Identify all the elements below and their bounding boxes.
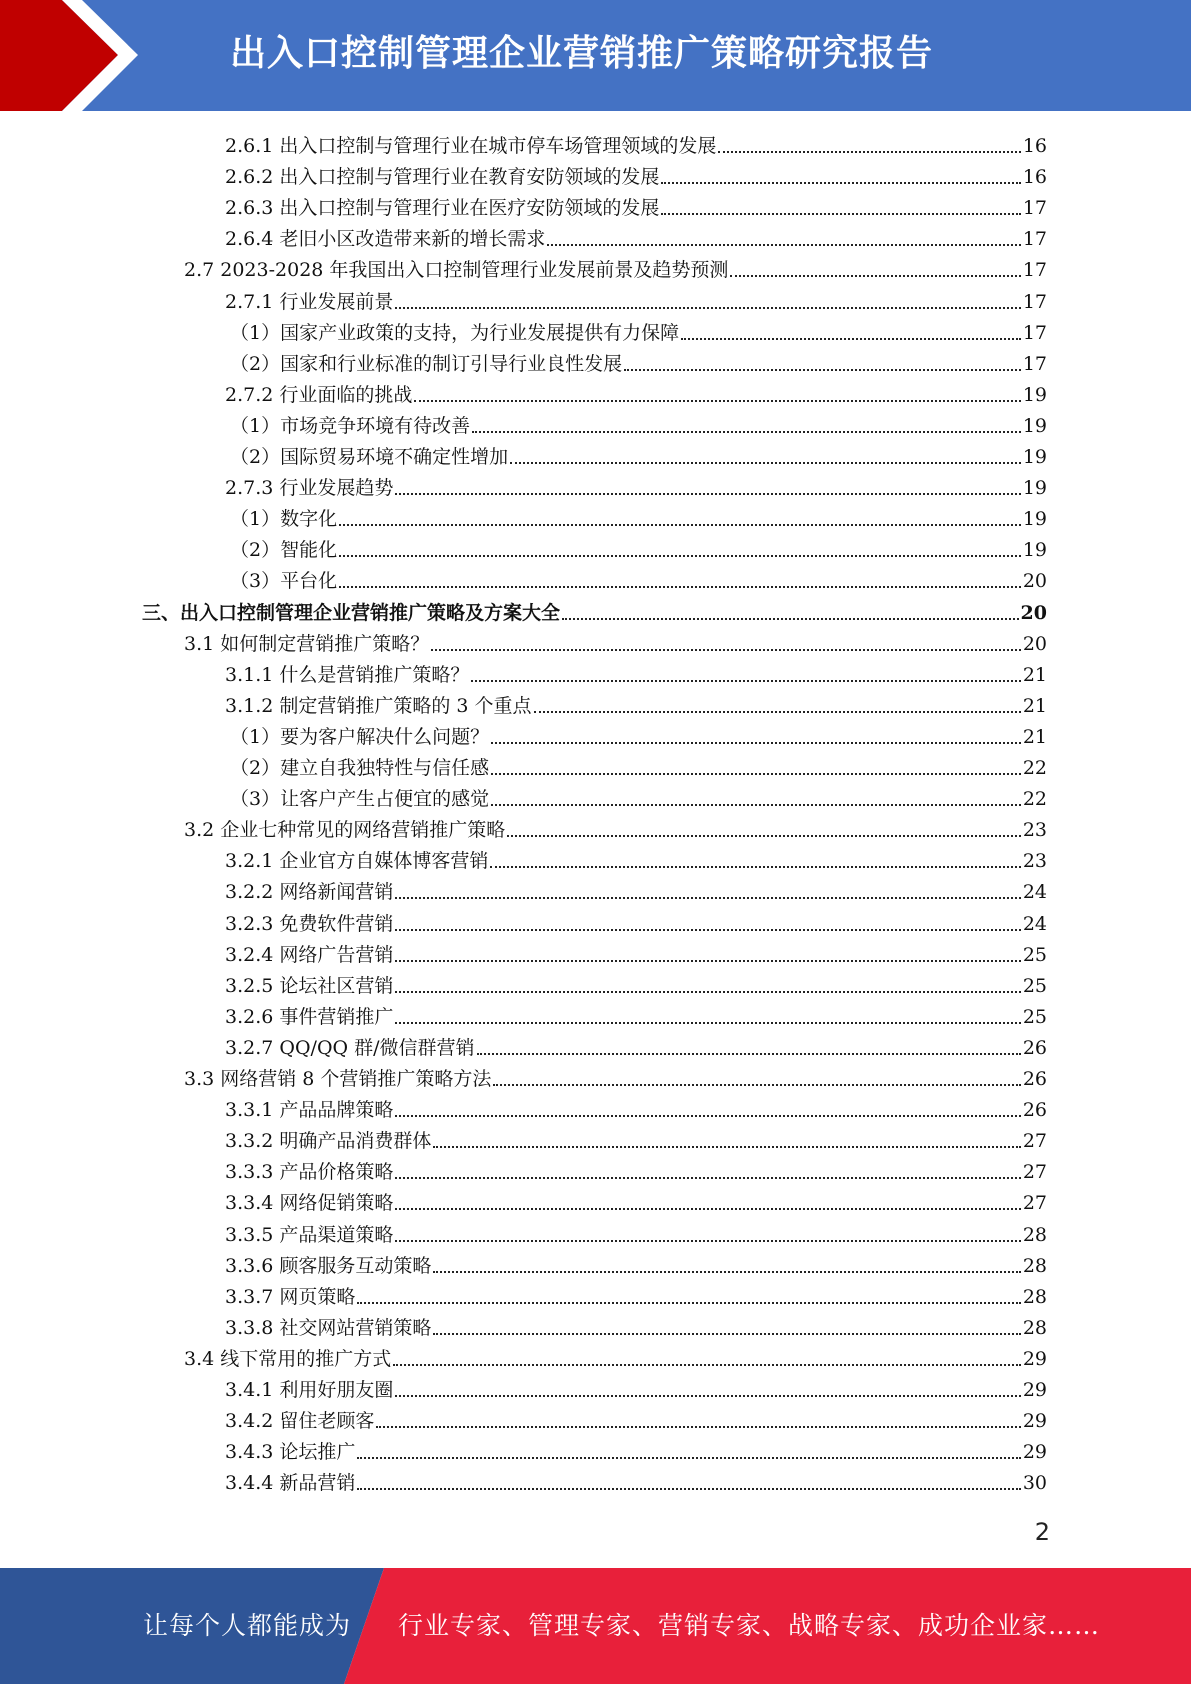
toc-entry-title: 3.2.2 网络新闻营销 bbox=[225, 881, 394, 904]
toc-entry[interactable] bbox=[230, 563, 1047, 594]
toc-entry[interactable] bbox=[184, 252, 1047, 283]
toc-entry-title: 3.3.4 网络促销策略 bbox=[225, 1192, 394, 1215]
toc-entry-page: 28 bbox=[1022, 1254, 1047, 1277]
toc-entry[interactable] bbox=[230, 719, 1047, 750]
toc-entry[interactable] bbox=[184, 626, 1047, 657]
toc-entry[interactable] bbox=[225, 1030, 1047, 1061]
toc-dot-leader bbox=[491, 773, 1021, 775]
toc-entry-title: 3.3.2 明确产品消费群体 bbox=[225, 1130, 432, 1153]
toc-entry-page: 20 bbox=[1020, 601, 1047, 624]
toc-entry-page: 17 bbox=[1022, 290, 1047, 313]
toc-dot-leader bbox=[393, 1364, 1021, 1366]
toc-entry-page: 19 bbox=[1022, 539, 1047, 562]
toc-dot-leader bbox=[376, 1426, 1020, 1428]
toc-entry[interactable] bbox=[225, 1185, 1047, 1216]
toc-entry-title: 3.3.7 网页策略 bbox=[225, 1285, 356, 1308]
toc-entry-page: 17 bbox=[1022, 228, 1047, 251]
toc-entry-title: 2.6.3 出入口控制与管理行业在医疗安防领域的发展 bbox=[225, 197, 660, 220]
toc-entry-title: （1）数字化 bbox=[230, 508, 338, 531]
toc-entry-page: 19 bbox=[1022, 508, 1047, 531]
toc-entry[interactable] bbox=[225, 221, 1047, 252]
toc-entry-title: 3.3.8 社交网站营销策略 bbox=[225, 1316, 432, 1339]
toc-dot-leader bbox=[395, 1022, 1020, 1024]
toc-entry-page: 28 bbox=[1022, 1223, 1047, 1246]
toc-dot-leader bbox=[395, 493, 1020, 495]
toc-entry[interactable] bbox=[225, 843, 1047, 874]
toc-entry[interactable] bbox=[230, 346, 1047, 377]
toc-entry[interactable] bbox=[230, 439, 1047, 470]
toc-dot-leader bbox=[357, 1488, 1020, 1490]
toc-dot-leader bbox=[357, 1302, 1020, 1304]
toc-dot-leader bbox=[471, 680, 1020, 682]
toc-entry-title: 3.3 网络营销 8 个营销推广策略方法 bbox=[184, 1068, 492, 1090]
toc-entry-title: 三、出入口控制管理企业营销推广策略及方案大全 bbox=[142, 601, 561, 624]
toc-dot-leader bbox=[490, 866, 1020, 868]
toc-entry-page: 24 bbox=[1022, 881, 1047, 904]
toc-entry-page: 26 bbox=[1022, 1036, 1047, 1059]
toc-entry[interactable] bbox=[225, 999, 1047, 1030]
toc-entry-title: （2）智能化 bbox=[230, 539, 338, 562]
toc-entry[interactable] bbox=[225, 1154, 1047, 1185]
toc-entry-page: 17 bbox=[1022, 321, 1047, 344]
toc-dot-leader bbox=[472, 431, 1021, 433]
toc-entry-title: （2）国际贸易环境不确定性增加 bbox=[230, 446, 509, 468]
toc-entry-page: 30 bbox=[1022, 1472, 1047, 1495]
toc-dot-leader bbox=[395, 1395, 1020, 1397]
toc-entry[interactable] bbox=[225, 128, 1047, 159]
toc-dot-leader bbox=[547, 244, 1020, 246]
toc-entry-page: 25 bbox=[1022, 1005, 1047, 1028]
toc-entry-title: 3.1.1 什么是营销推广策略？ bbox=[225, 663, 470, 686]
toc-entry-page: 21 bbox=[1022, 725, 1047, 748]
toc-dot-leader bbox=[433, 1333, 1020, 1335]
toc-entry-page: 17 bbox=[1022, 259, 1047, 282]
toc-dot-leader bbox=[493, 1084, 1020, 1086]
page-number: 2 bbox=[1034, 1518, 1050, 1546]
toc-dot-leader bbox=[395, 929, 1020, 931]
toc-dot-leader bbox=[395, 307, 1020, 309]
toc-dot-leader bbox=[414, 400, 1020, 402]
toc-entry[interactable] bbox=[225, 159, 1047, 190]
toc-entry[interactable] bbox=[225, 190, 1047, 221]
toc-entry[interactable] bbox=[225, 657, 1047, 688]
toc-dot-leader bbox=[395, 1177, 1020, 1179]
toc-entry-page: 29 bbox=[1022, 1379, 1047, 1401]
toc-dot-leader bbox=[395, 1208, 1020, 1210]
toc-entry-page: 20 bbox=[1022, 632, 1047, 655]
footer-slogan-right: 行业专家、管理专家、营销专家、战略专家、成功企业家…… bbox=[398, 1611, 1101, 1640]
toc-entry-title: 3.4.1 利用好朋友圈 bbox=[225, 1379, 394, 1401]
toc-entry[interactable] bbox=[184, 1061, 1047, 1092]
toc-entry[interactable] bbox=[225, 1279, 1047, 1310]
toc-entry-title: 3.2.1 企业官方自媒体博客营销 bbox=[225, 850, 489, 873]
toc-entry-title: 3.3.6 顾客服务互动策略 bbox=[225, 1254, 432, 1277]
toc-entry-title: （1）市场竞争环境有待改善 bbox=[230, 414, 471, 437]
toc-dot-leader bbox=[661, 213, 1020, 215]
toc-dot-leader bbox=[730, 275, 1020, 277]
toc-entry-page: 25 bbox=[1022, 943, 1047, 966]
toc-entry-title: 3.2.6 事件营销推广 bbox=[225, 1005, 394, 1028]
toc-entry-title: 3.2 企业七种常见的网络营销推广策略 bbox=[184, 819, 506, 842]
toc-entry-page: 28 bbox=[1022, 1316, 1047, 1339]
toc-dot-leader bbox=[491, 804, 1021, 806]
toc-entry[interactable] bbox=[225, 688, 1047, 719]
toc-entry[interactable] bbox=[225, 968, 1047, 999]
toc-entry-title: （2）国家和行业标准的制订引导行业良性发展 bbox=[230, 352, 623, 375]
toc-entry[interactable] bbox=[225, 1092, 1047, 1123]
toc-entry-page: 16 bbox=[1022, 166, 1047, 189]
toc-entry[interactable] bbox=[225, 1403, 1047, 1434]
header-arrow-decoration bbox=[0, 0, 150, 111]
toc-entry-page: 25 bbox=[1022, 974, 1047, 997]
toc-entry-title: 3.1.2 制定营销推广策略的 3 个重点 bbox=[225, 694, 532, 717]
toc-entry[interactable] bbox=[225, 1248, 1047, 1279]
toc-entry-title: （3）让客户产生占便宜的感觉 bbox=[230, 788, 490, 811]
toc-entry-page: 29 bbox=[1022, 1441, 1047, 1464]
toc-dot-leader bbox=[491, 742, 1021, 744]
toc-entry-page: 16 bbox=[1022, 135, 1047, 157]
toc-entry-title: 3.3.1 产品品牌策略 bbox=[225, 1099, 394, 1122]
toc-entry[interactable] bbox=[230, 532, 1047, 563]
toc-dot-leader bbox=[395, 991, 1020, 993]
toc-entry-title: 2.7.1 行业发展前景 bbox=[225, 290, 394, 313]
toc-entry-title: 3.2.5 论坛社区营销 bbox=[225, 974, 394, 997]
toc-entry[interactable] bbox=[230, 408, 1047, 439]
toc-entry-page: 24 bbox=[1022, 912, 1047, 935]
toc-dot-leader bbox=[507, 835, 1021, 837]
page-header bbox=[0, 0, 1191, 111]
toc-entry[interactable] bbox=[225, 1372, 1047, 1403]
toc-entry-title: 3.4 线下常用的推广方式 bbox=[184, 1347, 392, 1370]
page-footer bbox=[0, 1568, 1191, 1684]
toc-entry[interactable] bbox=[225, 937, 1047, 968]
toc-entry-title: （3）平台化 bbox=[230, 570, 338, 593]
toc-entry[interactable] bbox=[142, 595, 1047, 626]
toc-dot-leader bbox=[433, 1271, 1020, 1273]
toc-entry-page: 27 bbox=[1022, 1161, 1047, 1184]
toc-dot-leader bbox=[718, 151, 1020, 153]
toc-dot-leader bbox=[395, 1240, 1020, 1242]
toc-entry-title: 2.7.2 行业面临的挑战 bbox=[225, 383, 413, 406]
toc-entry[interactable] bbox=[184, 1341, 1047, 1372]
toc-entry-title: （1）要为客户解决什么问题？ bbox=[230, 725, 490, 748]
toc-entry-title: 3.4.3 论坛推广 bbox=[225, 1441, 356, 1464]
toc-entry-page: 27 bbox=[1022, 1192, 1047, 1215]
toc-dot-leader bbox=[681, 338, 1021, 340]
toc-entry-page: 27 bbox=[1022, 1130, 1047, 1153]
toc-entry-page: 19 bbox=[1022, 446, 1047, 468]
toc-entry-page: 19 bbox=[1022, 383, 1047, 406]
toc-entry-page: 22 bbox=[1022, 788, 1047, 811]
toc-dot-leader bbox=[534, 711, 1021, 713]
toc-dot-leader bbox=[395, 960, 1020, 962]
toc-dot-leader bbox=[395, 897, 1020, 899]
toc-dot-leader bbox=[562, 618, 1019, 620]
toc-entry-page: 23 bbox=[1022, 819, 1047, 842]
toc-entry[interactable] bbox=[230, 501, 1047, 532]
toc-entry-title: （2）建立自我独特性与信任感 bbox=[230, 757, 490, 779]
toc-entry[interactable] bbox=[225, 1217, 1047, 1248]
toc-dot-leader bbox=[433, 1146, 1020, 1148]
toc-entry[interactable] bbox=[230, 315, 1047, 346]
toc-entry[interactable] bbox=[225, 1123, 1047, 1154]
toc-entry-page: 28 bbox=[1022, 1285, 1047, 1308]
toc-entry-page: 20 bbox=[1022, 570, 1047, 593]
toc-dot-leader bbox=[661, 182, 1020, 184]
toc-entry-page: 26 bbox=[1022, 1068, 1047, 1090]
toc-dot-leader bbox=[477, 1053, 1021, 1055]
toc-entry-page: 21 bbox=[1022, 694, 1047, 717]
toc-entry[interactable] bbox=[225, 377, 1047, 408]
toc-entry[interactable] bbox=[225, 1465, 1047, 1496]
toc-entry-page: 22 bbox=[1022, 757, 1047, 779]
toc-entry-title: 2.6.4 老旧小区改造带来新的增长需求 bbox=[225, 228, 546, 251]
report-title: 出入口控制管理企业营销推广策略研究报告 bbox=[230, 33, 934, 74]
toc-entry-title: 3.2.3 免费软件营销 bbox=[225, 912, 394, 935]
toc-entry-title: 3.1 如何制定营销推广策略？ bbox=[184, 632, 430, 655]
toc-entry-title: 3.2.4 网络广告营销 bbox=[225, 943, 394, 966]
toc-entry-title: 2.7.3 行业发展趋势 bbox=[225, 477, 394, 500]
toc-entry-title: 2.7 2023-2028 年我国出入口控制管理行业发展前景及趋势预测 bbox=[184, 259, 729, 282]
toc-dot-leader bbox=[431, 649, 1021, 651]
toc-entry-title: 2.6.2 出入口控制与管理行业在教育安防领域的发展 bbox=[225, 166, 660, 189]
toc-entry[interactable] bbox=[184, 812, 1047, 843]
toc-entry-title: （1）国家产业政策的支持，为行业发展提供有力保障 bbox=[230, 321, 680, 344]
toc-dot-leader bbox=[339, 555, 1021, 557]
toc-entry-title: 3.2.7 QQ/QQ 群/微信群营销 bbox=[225, 1036, 475, 1059]
toc-entry-page: 19 bbox=[1022, 477, 1047, 500]
toc-entry-page: 26 bbox=[1022, 1099, 1047, 1122]
toc-dot-leader bbox=[339, 524, 1021, 526]
toc-entry[interactable] bbox=[225, 906, 1047, 937]
toc-dot-leader bbox=[395, 1115, 1020, 1117]
toc-entry-title: 3.4.2 留住老顾客 bbox=[225, 1410, 375, 1433]
toc-entry[interactable] bbox=[225, 874, 1047, 905]
toc-entry[interactable] bbox=[230, 781, 1047, 812]
footer-slogan-left: 让每个人都能成为 bbox=[143, 1611, 352, 1640]
toc-entry-page: 19 bbox=[1022, 414, 1047, 437]
toc-entry-title: 3.3.3 产品价格策略 bbox=[225, 1161, 394, 1184]
toc-entry-page: 17 bbox=[1022, 197, 1047, 220]
toc-dot-leader bbox=[339, 586, 1021, 588]
toc-entry-title: 2.6.1 出入口控制与管理行业在城市停车场管理领域的发展 bbox=[225, 135, 717, 157]
toc-entry-page: 21 bbox=[1022, 663, 1047, 686]
toc-entry-page: 17 bbox=[1022, 352, 1047, 375]
toc-entry[interactable] bbox=[225, 1310, 1047, 1341]
toc-entry-page: 29 bbox=[1022, 1347, 1047, 1370]
toc-dot-leader bbox=[357, 1457, 1020, 1459]
toc-entry-title: 3.4.4 新品营销 bbox=[225, 1472, 356, 1495]
toc-dot-leader bbox=[624, 369, 1021, 371]
toc-entry-page: 23 bbox=[1022, 850, 1047, 873]
toc-entry-page: 29 bbox=[1022, 1410, 1047, 1433]
toc-entry[interactable] bbox=[230, 750, 1047, 781]
toc-dot-leader bbox=[510, 462, 1021, 464]
toc-entry-title: 3.3.5 产品渠道策略 bbox=[225, 1223, 394, 1246]
toc-entry[interactable] bbox=[225, 470, 1047, 501]
toc-entry[interactable] bbox=[225, 284, 1047, 315]
toc-entry[interactable] bbox=[225, 1434, 1047, 1465]
